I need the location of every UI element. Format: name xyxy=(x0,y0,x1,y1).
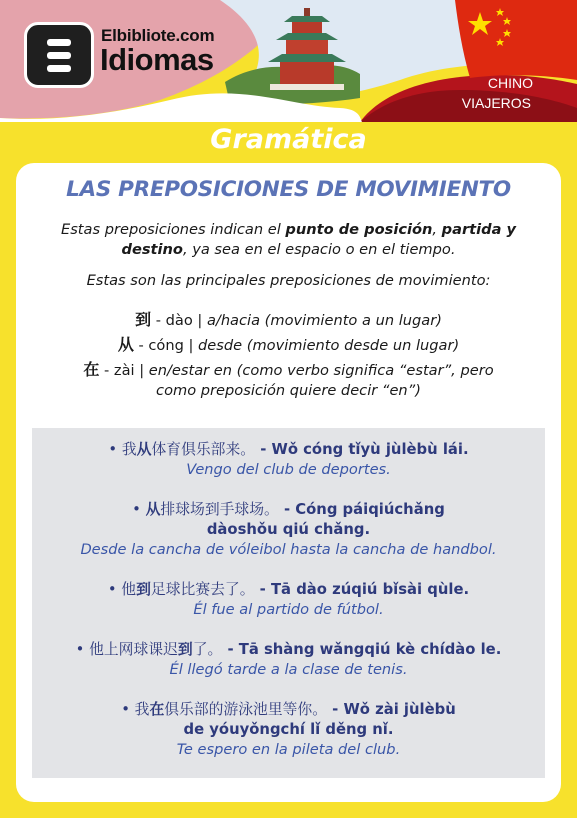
example-chinese: • 我在俱乐部的游泳池里等你。 - Wǒ zài jùlèbù de yóuyǒngchí lǐ děng nǐ. xyxy=(121,701,456,738)
page-header xyxy=(0,0,577,122)
example-chinese: • 他上网球课迟到了。 - Tā shàng wǎngqiú kè chídào le. xyxy=(75,641,502,658)
preposition-item: 到 - dào | a/hacia (movimiento a un lugar) xyxy=(135,310,442,329)
example-chinese: • 他到足球比赛去了。 - Tā dào zúqiú bǐsài qùle. xyxy=(107,581,470,598)
example-spanish: Él llegó tarde a la clase de tenis. xyxy=(169,661,408,678)
china-flag-graphic xyxy=(455,0,577,80)
example-chinese: • 从排球场到手球场。 - Cóng páiqiúchǎng dàoshǒu qiú chǎng. xyxy=(132,501,445,538)
section-title: Gramática xyxy=(210,124,367,155)
intro-list-lead: Estas son las principales preposiciones de movimiento: xyxy=(86,272,491,289)
category-audience: VIAJEROS xyxy=(461,95,531,111)
example-item xyxy=(32,700,545,760)
example-item xyxy=(32,640,545,680)
content-card xyxy=(16,163,561,802)
example-chinese: • 我从体育俱乐部来。 - Wǒ cóng tǐyù jùlèbù lái. xyxy=(108,441,469,458)
logo-icon xyxy=(24,22,94,88)
preposition-item: 在 - zài | en/estar en (como verbo significa “estar”, pero como preposición quiere decir “en”) xyxy=(83,360,494,399)
preposition-item: 从 - cóng | desde (movimiento desde un lugar) xyxy=(117,335,460,354)
example-spanish: Vengo del club de deportes. xyxy=(186,461,391,478)
example-spanish: Él fue al partido de fútbol. xyxy=(193,601,384,618)
logo-brand: Idiomas xyxy=(100,42,214,77)
card-title: LAS PREPOSICIONES DE MOVIMIENTO xyxy=(66,177,511,202)
example-item xyxy=(32,440,545,480)
preposition-list xyxy=(36,310,541,401)
intro-paragraph: Estas preposiciones indican el punto de posición, partida y destino, ya sea en el espacio o en el tiempo. xyxy=(60,221,517,258)
examples-panel xyxy=(32,428,545,778)
category-language: CHINO xyxy=(487,75,533,91)
example-spanish: Desde la cancha de vóleibol hasta la cancha de handbol. xyxy=(80,541,497,558)
logo-site-name: Elbibliote.com xyxy=(101,26,215,45)
example-spanish: Te espero en la pileta del club. xyxy=(176,741,401,758)
example-item xyxy=(32,500,545,560)
example-item xyxy=(32,580,545,620)
